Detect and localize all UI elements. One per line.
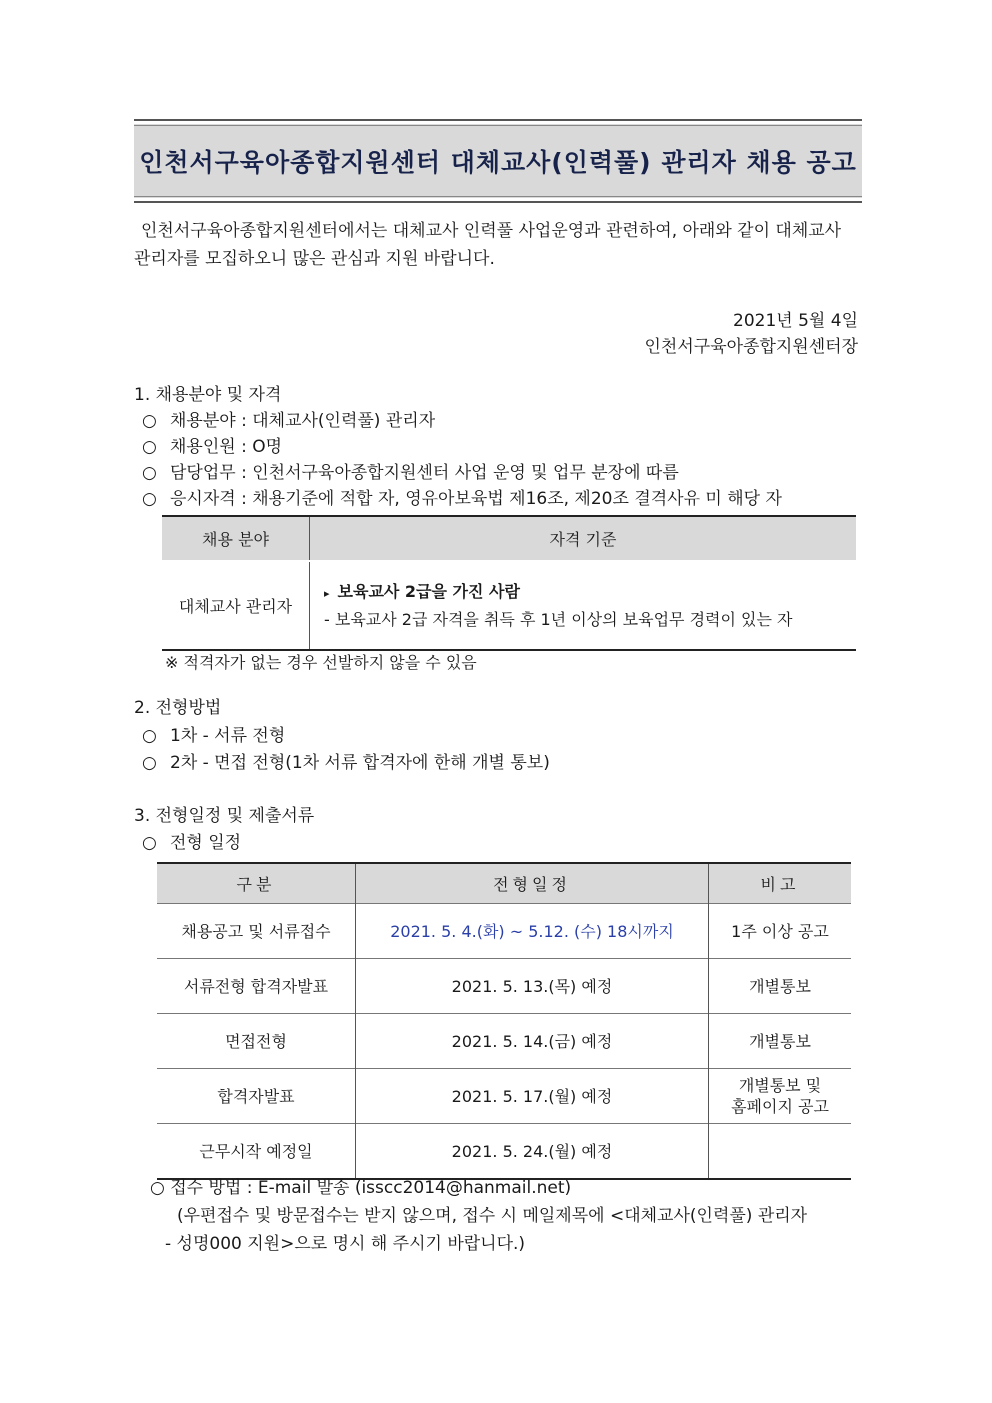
document-title: 인천서구육아종합지원센터 대체교사(인력풀) 관리자 채용 공고 — [139, 148, 857, 177]
section-3-heading: 3. 전형일정 및 제출서류 — [134, 806, 315, 826]
item-text: 응시자격 : 채용기준에 적합 자, 영유아보육법 제16조, 제20조 결격사유 미 해당 자 — [170, 489, 782, 509]
table-cell-stage: 서류전형 합격자발표 — [157, 959, 356, 1014]
item-text: 채용인원 : O명 — [170, 437, 283, 457]
note-line: 홈페이지 공고 — [731, 1097, 829, 1116]
table-cell-note: 개별통보 — [709, 1014, 852, 1069]
table-cell-criteria — [310, 561, 857, 650]
section-2-heading: 2. 전형방법 — [134, 698, 222, 718]
table-cell-date: 2021. 5. 14.(금) 예정 — [356, 1014, 709, 1069]
table-cell-stage: 채용공고 및 서류접수 — [157, 904, 356, 959]
bullet-circle: ○ — [142, 753, 157, 773]
table-cell-date: 2021. 5. 17.(월) 예정 — [356, 1069, 709, 1124]
table-header-criteria: 자격 기준 — [310, 516, 857, 561]
section-1-item — [142, 460, 679, 486]
triangle-bullet-icon: ▸ — [324, 586, 330, 600]
section-1-item — [142, 486, 782, 512]
table-cell-note: 1주 이상 공고 — [709, 904, 852, 959]
item-text: 2차 - 면접 전형(1차 서류 합격자에 한해 개별 통보) — [170, 753, 550, 773]
table-cell-date: 2021. 5. 24.(월) 예정 — [356, 1124, 709, 1180]
section-3-subheading — [142, 830, 241, 856]
section-1-heading: 1. 채용분야 및 자격 — [134, 385, 282, 405]
bullet-circle: ○ — [142, 411, 157, 431]
table-row — [157, 1014, 851, 1069]
bullet-circle: ○ — [142, 437, 157, 457]
section-2-item — [142, 723, 285, 749]
submit-note-line-1: (우편접수 및 방문접수는 받지 않으며, 접수 시 메일제목에 <대체교사(인력풀) 관리자 — [177, 1206, 808, 1226]
item-text: 담당업무 : 인천서구육아종합지원센터 사업 운영 및 업무 분장에 따름 — [170, 463, 679, 483]
table-cell-stage: 근무시작 예정일 — [157, 1124, 356, 1180]
section-1-item — [142, 408, 435, 434]
table-header-stage: 구분 — [157, 863, 356, 904]
table-header-date: 전형일정 — [356, 863, 709, 904]
bullet-circle: ○ — [142, 489, 157, 509]
table-cell-stage: 합격자발표 — [157, 1069, 356, 1124]
item-text: 채용분야 : 대체교사(인력풀) 관리자 — [170, 411, 436, 431]
table-row — [162, 561, 856, 650]
table-cell-date: 2021. 5. 13.(목) 예정 — [356, 959, 709, 1014]
table-cell-note: 개별통보 — [709, 959, 852, 1014]
criteria-main — [324, 579, 855, 607]
bullet-circle: ○ — [142, 726, 157, 746]
criteria-sub: - 보육교사 2급 자격을 취득 후 1년 이상의 보육업무 경력이 있는 자 — [324, 609, 793, 629]
item-text: 전형 일정 — [170, 833, 242, 853]
intro-line-2: 관리자를 모집하오니 많은 관심과 지원 바랍니다. — [134, 249, 495, 269]
submit-note-line-2: - 성명000 지원>으로 명시 해 주시기 바랍니다.) — [165, 1234, 526, 1254]
table-header-field: 채용 분야 — [162, 516, 310, 561]
table-cell-date: 2021. 5. 4.(화) ~ 5.12. (수) 18시까지 — [356, 904, 709, 959]
table-header-note: 비고 — [709, 863, 852, 904]
table-cell-note — [709, 1069, 852, 1124]
qualification-table — [162, 515, 856, 651]
notice-issuer: 인천서구육아종합지원센터장 — [644, 337, 858, 357]
section-1-note: ※ 적격자가 없는 경우 선발하지 않을 수 있음 — [165, 653, 477, 672]
section-1-item — [142, 434, 282, 460]
item-text: 1차 - 서류 전형 — [170, 726, 286, 746]
table-cell-note — [709, 1124, 852, 1180]
intro-line-1: 인천서구육아종합지원센터에서는 대체교사 인력풀 사업운영과 관련하여, 아래와 같이 대체교사 — [141, 221, 842, 241]
submit-method: ○ 접수 방법 : E-mail 발송 (isscc2014@hanmail.net) — [150, 1178, 572, 1198]
criteria-main-text: 보육교사 2급을 가진 사람 — [337, 581, 520, 601]
bullet-circle: ○ — [142, 833, 157, 853]
notice-date: 2021년 5월 4일 — [733, 311, 858, 331]
table-row — [157, 959, 851, 1014]
table-row — [157, 1069, 851, 1124]
table-cell-field: 대체교사 관리자 — [162, 561, 310, 650]
table-row — [157, 1124, 851, 1180]
section-2-item — [142, 750, 550, 776]
bullet-circle: ○ — [142, 463, 157, 483]
note-line: 개별통보 및 — [738, 1076, 822, 1095]
title-box — [134, 119, 862, 203]
table-cell-stage: 면접전형 — [157, 1014, 356, 1069]
table-row — [157, 904, 851, 959]
schedule-table — [157, 862, 851, 1180]
